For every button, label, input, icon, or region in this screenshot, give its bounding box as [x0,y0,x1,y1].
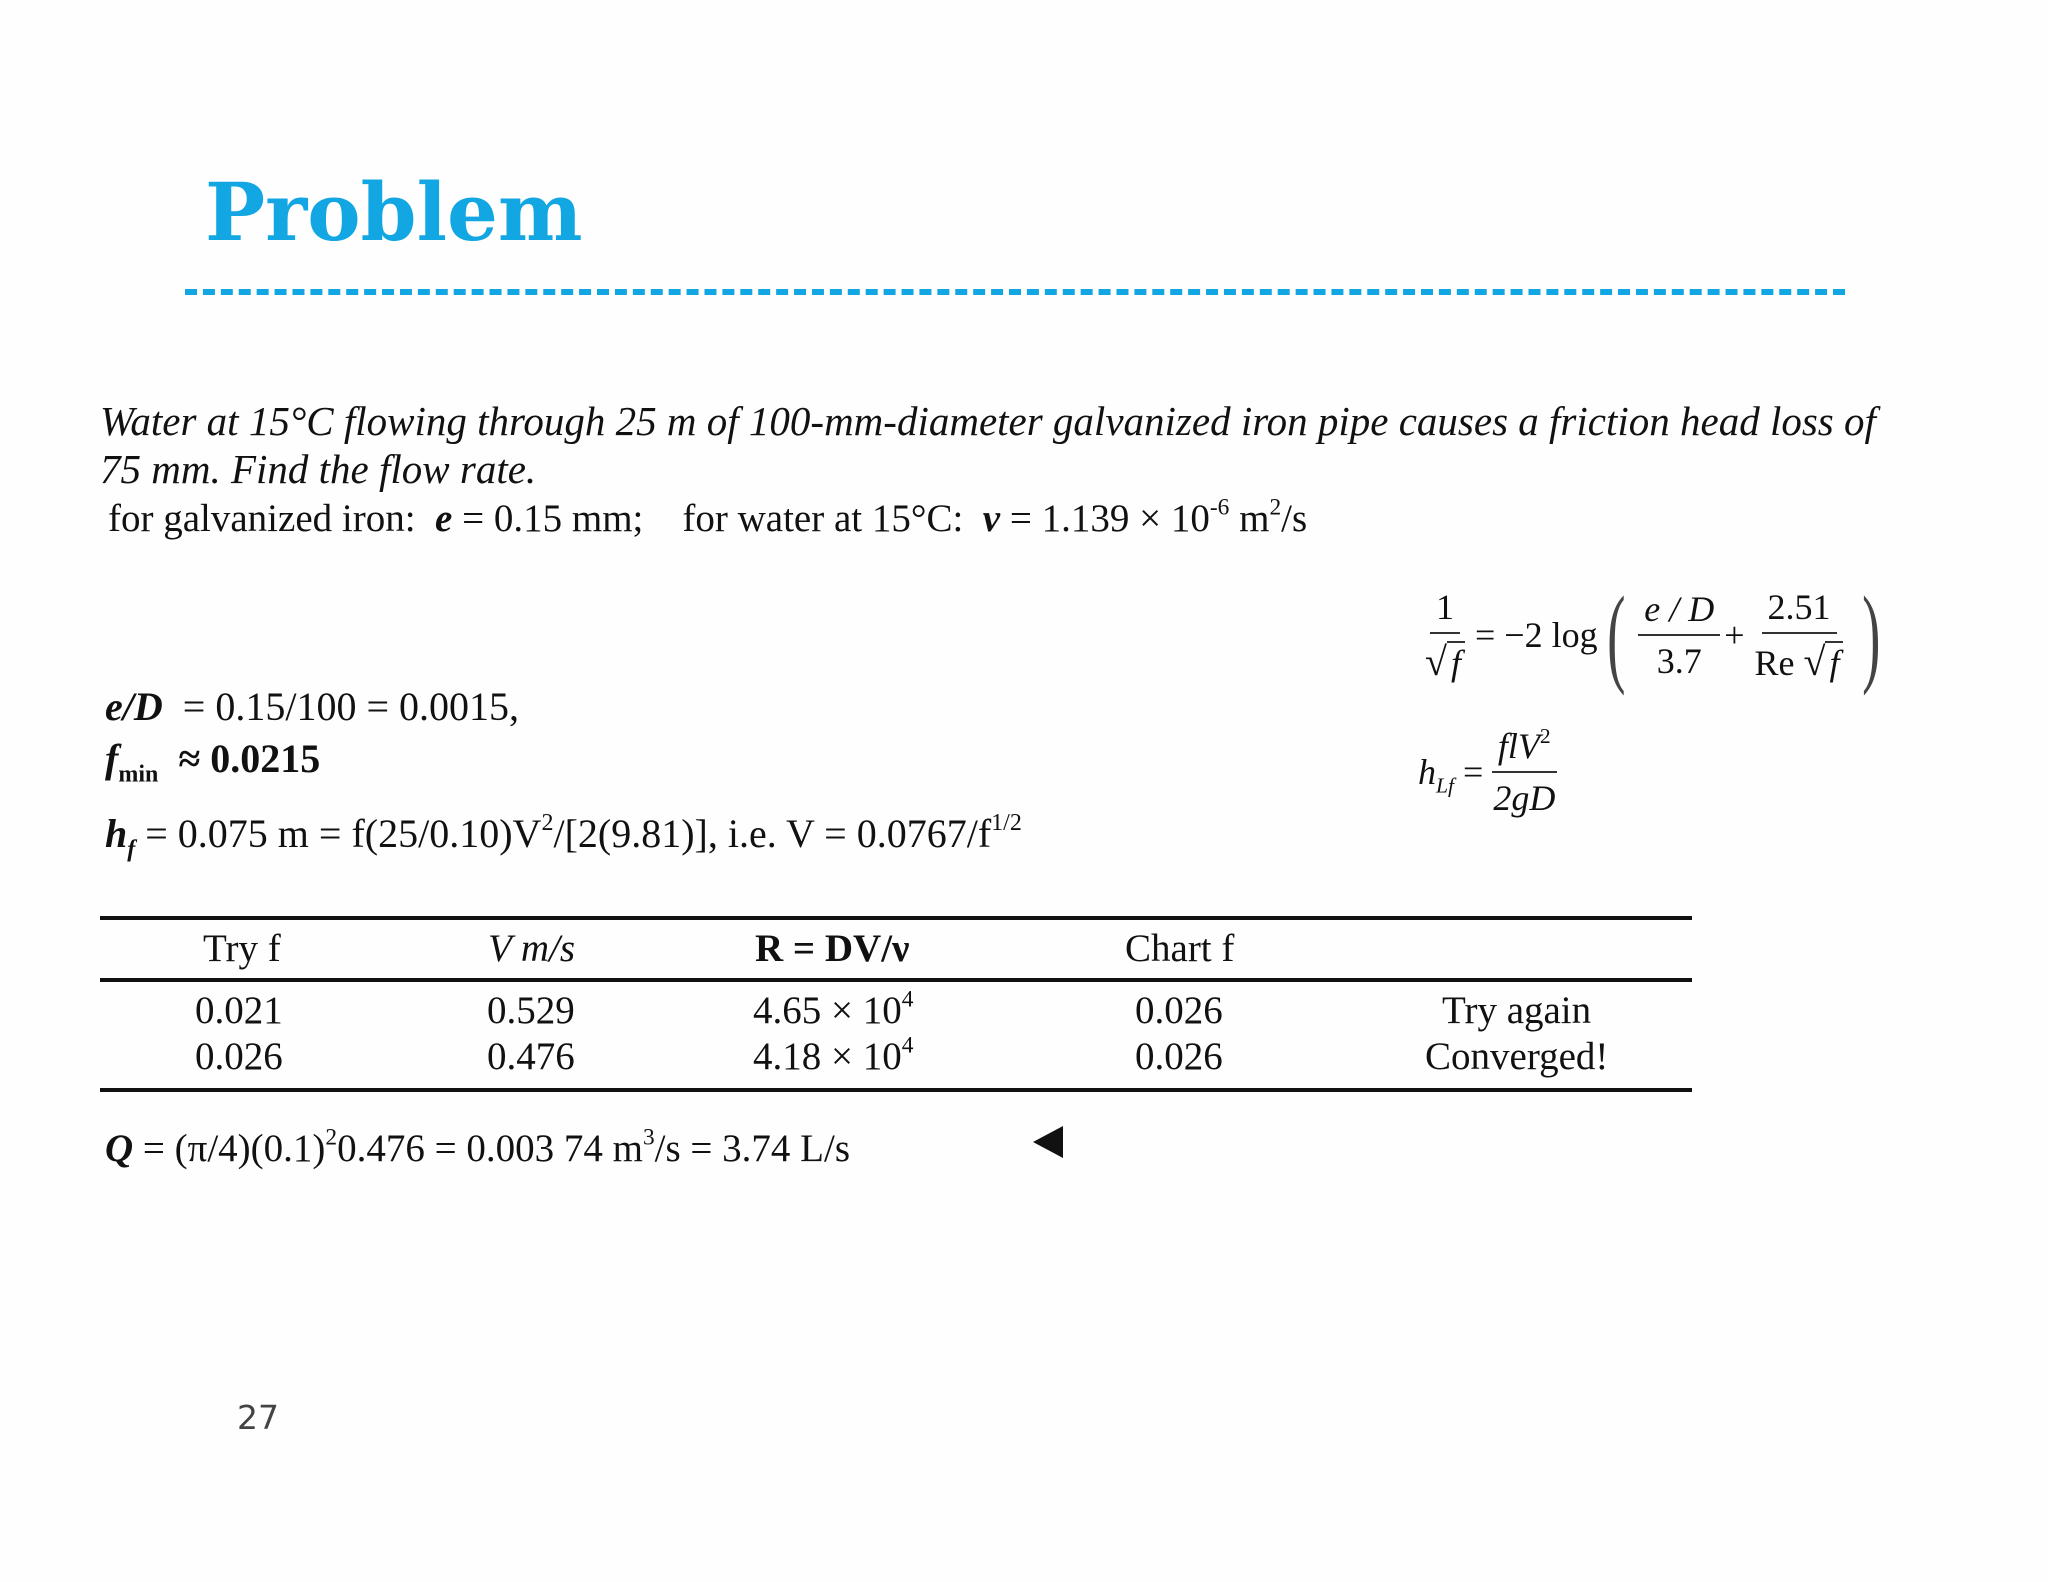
given-e-value: = 0.15 mm; [462,497,644,540]
given-iron-label: for galvanized iron: [108,497,416,540]
given-nu-symbol: ν [982,497,1001,540]
colebrook-term1: $\frac{e / D}{3.7}$ [1638,588,1720,682]
table-cell: $4.65 \times 10^4$ [753,986,914,1032]
table-header-rule [100,978,1692,982]
given-nu-unit: m [1229,497,1270,540]
given-water-label: for water at 15°C: [682,497,964,540]
colebrook-eq: = −2 log [1474,615,1598,655]
table-cell: $4.18 \times 10^4$ [753,1032,914,1078]
work-hf: $h_f = 0.075$ $m = f(25/0.10)V^2/[2(9.81)]$, i.e. $V = 0.0767/f^{1/2}$ [105,810,1022,863]
given-nu-unit-exp: 2 [1269,494,1282,521]
header-reynolds: R = DV/ν [755,927,910,970]
table-cell: 0.026 [1135,989,1223,1032]
table-cell: 0.529 [487,989,575,1032]
given-nu-value: = 1.139 × 10 [1009,497,1210,540]
table-bottom-rule [100,1088,1692,1092]
darcy-equation [1418,725,1565,819]
given-data [108,496,1307,541]
work-ed: e/D = 0.15/100 = 0.0015, [105,684,519,729]
colebrook-plus: + [1724,615,1745,655]
given-nu-unit-tail: /s [1281,497,1308,540]
colebrook-equation [1415,574,1890,696]
problem-line-1: Water at 15°C flowing through 25 m of 100-mm-diameter galvanized iron pipe causes a friction head loss of [100,398,1876,444]
table-cell: 0.026 [195,1035,283,1078]
page-title: Problem [205,165,583,259]
table-cell: 0.026 [1135,1035,1223,1078]
darcy-fraction: $\frac{flV^2}{2gD}$ [1493,723,1556,818]
darcy-eq: = [1463,752,1484,792]
table-top-rule [100,916,1692,920]
header-try-f: Try f [203,927,281,970]
colebrook-lhs: $\frac{1}{√ f}$ [1419,586,1471,685]
table-cell: Converged! [1425,1035,1609,1078]
right-paren: ) [1862,574,1881,696]
work-fmin: $f_{min} \approx 0.0215$ [105,736,321,788]
header-chart-f: Chart f [1125,927,1235,970]
left-paren: ( [1606,574,1626,696]
flow-rate-result: $Q = (\pi/4)(0.1)^20.476 = 0.003$ 74 $m^3/s = 3.74$ L/s [105,1124,850,1170]
title-divider [185,289,1845,295]
problem-line-2: 75 mm. Find the flow rate. [100,446,537,492]
page-number: 27 [237,1398,279,1437]
table-cell: Try again [1442,989,1592,1032]
header-velocity: V m/s [488,927,576,970]
given-e-symbol: e [435,497,453,540]
answer-arrow-icon [1033,1126,1063,1158]
table-cell: 0.476 [487,1035,575,1078]
colebrook-term2: $\frac{2.51}{Re √ f}$ [1749,586,1850,685]
given-nu-exp: -6 [1209,494,1230,521]
table-cell: 0.021 [195,989,283,1032]
darcy-lhs: $h_{Lf}$ [1418,752,1455,798]
